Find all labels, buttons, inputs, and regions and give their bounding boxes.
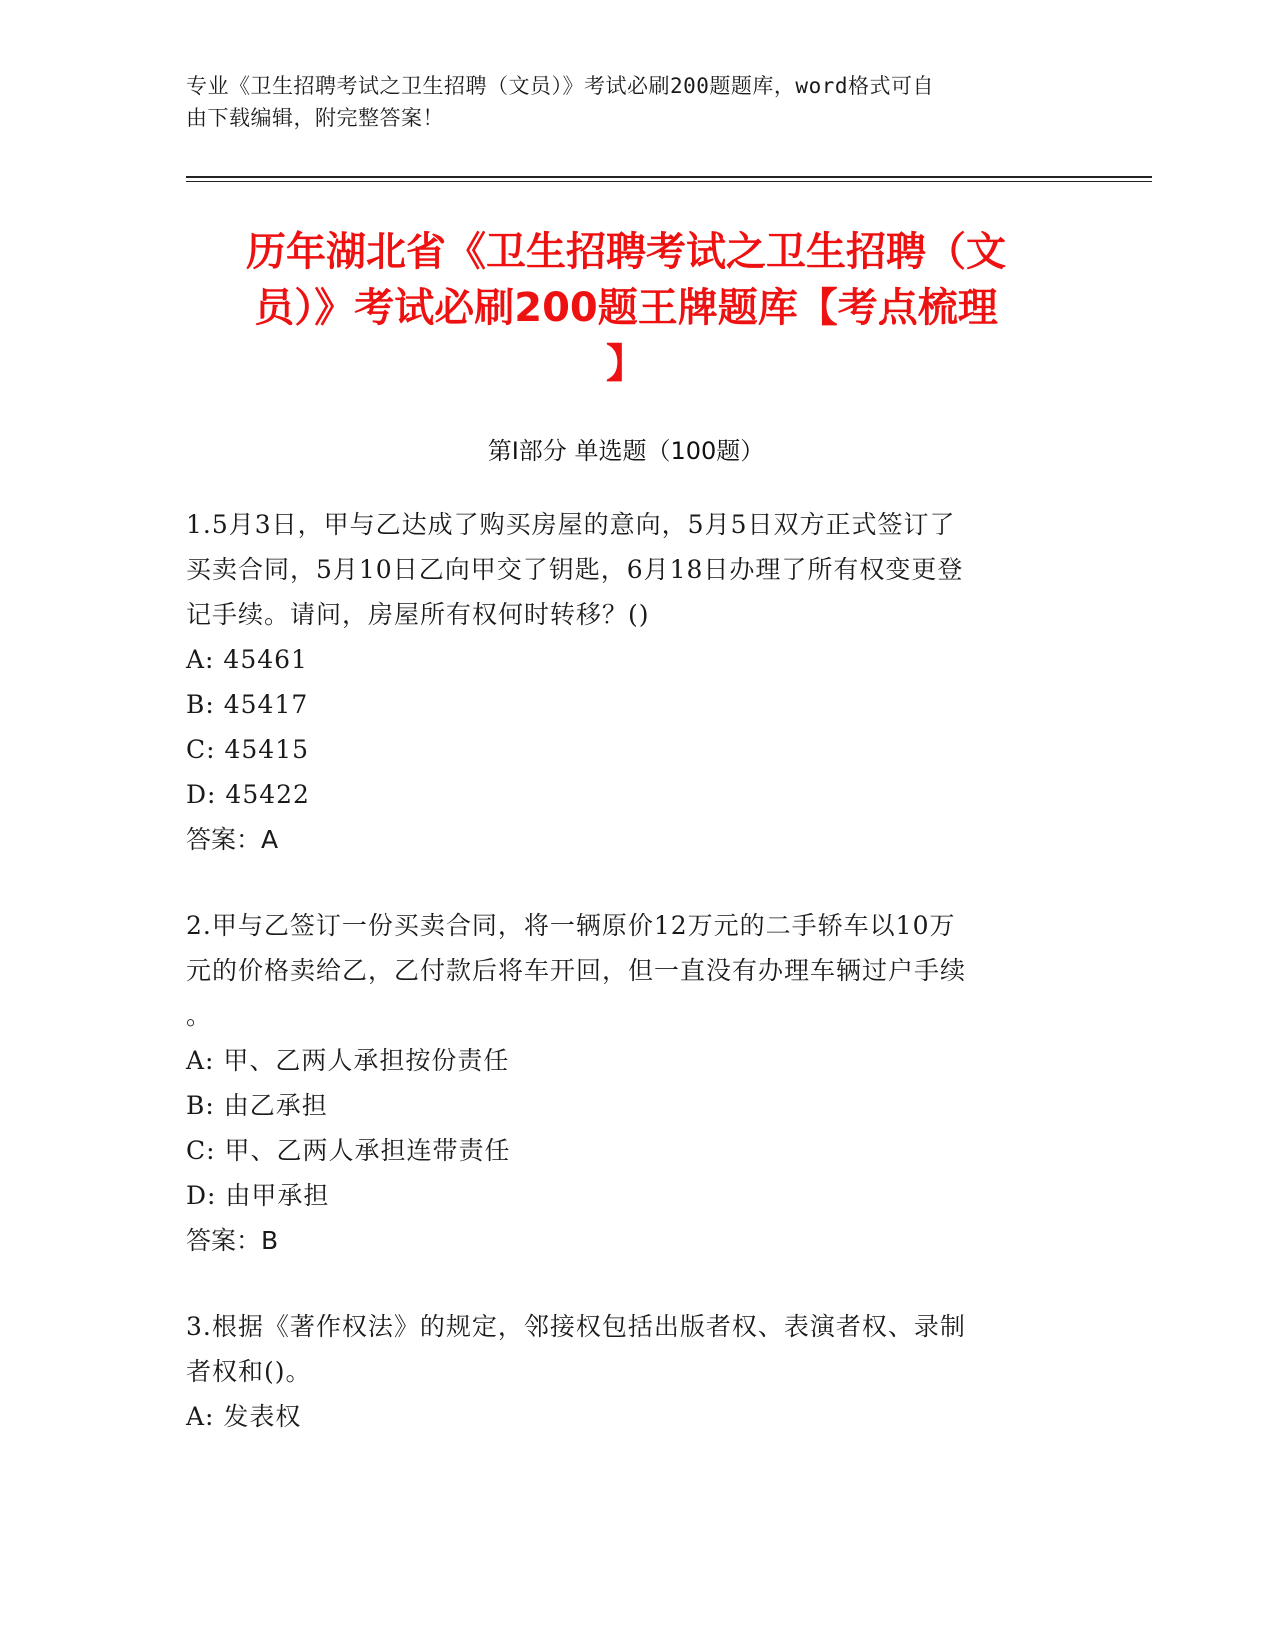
question-2 — [186, 903, 1066, 1263]
question-3 — [186, 1304, 1066, 1439]
title-line-2: 员）》考试必刷200题王牌题库【考点梳理 — [254, 285, 998, 331]
question-stem-line: 买卖合同，5月10日乙向甲交了钥匙，6月18日办理了所有权变更登 — [186, 555, 964, 584]
title-line-3: 】 — [606, 341, 646, 387]
header-line-2: 由下载编辑，附完整答案！ — [186, 106, 444, 130]
question-stem-line: 元的价格卖给乙，乙付款后将车开回，但一直没有办理车辆过户手续 — [186, 956, 967, 985]
header-divider-thin — [186, 181, 1152, 182]
option-d: D: 由甲承担 — [186, 1181, 330, 1210]
option-b: B: 由乙承担 — [186, 1091, 328, 1120]
option-c: C: 45415 — [186, 735, 310, 764]
option-a: A: 45461 — [186, 645, 308, 674]
question-stem-line: 者权和()。 — [186, 1357, 312, 1386]
option-d: D: 45422 — [186, 780, 310, 809]
header-divider-thick — [186, 176, 1152, 178]
document-header — [186, 70, 1066, 134]
answer: 答案：A — [186, 825, 279, 854]
question-stem-line: 。 — [186, 1001, 213, 1030]
question-stem-line: 2.甲与乙签订一份买卖合同，将一辆原价12万元的二手轿车以10万 — [186, 911, 956, 940]
question-stem-line: 记手续。请问，房屋所有权何时转移？() — [186, 600, 650, 629]
question-1 — [186, 502, 1066, 862]
option-a: A: 甲、乙两人承担按份责任 — [186, 1046, 510, 1075]
title-line-1: 历年湖北省《卫生招聘考试之卫生招聘（文 — [246, 229, 1006, 275]
option-c: C: 甲、乙两人承担连带责任 — [186, 1136, 511, 1165]
header-line-1: 专业《卫生招聘考试之卫生招聘（文员）》考试必刷200题题库，word格式可自 — [186, 74, 934, 98]
question-stem-line: 3.根据《著作权法》的规定，邻接权包括出版者权、表演者权、录制 — [186, 1312, 966, 1341]
answer: 答案：B — [186, 1226, 279, 1255]
document-title — [186, 224, 1066, 392]
question-stem-line: 1.5月3日，甲与乙达成了购买房屋的意向，5月5日双方正式签订了 — [186, 510, 956, 539]
option-a: A: 发表权 — [186, 1402, 302, 1431]
section-heading: 第Ⅰ部分 单选题（100题） — [487, 437, 765, 465]
option-b: B: 45417 — [186, 690, 309, 719]
